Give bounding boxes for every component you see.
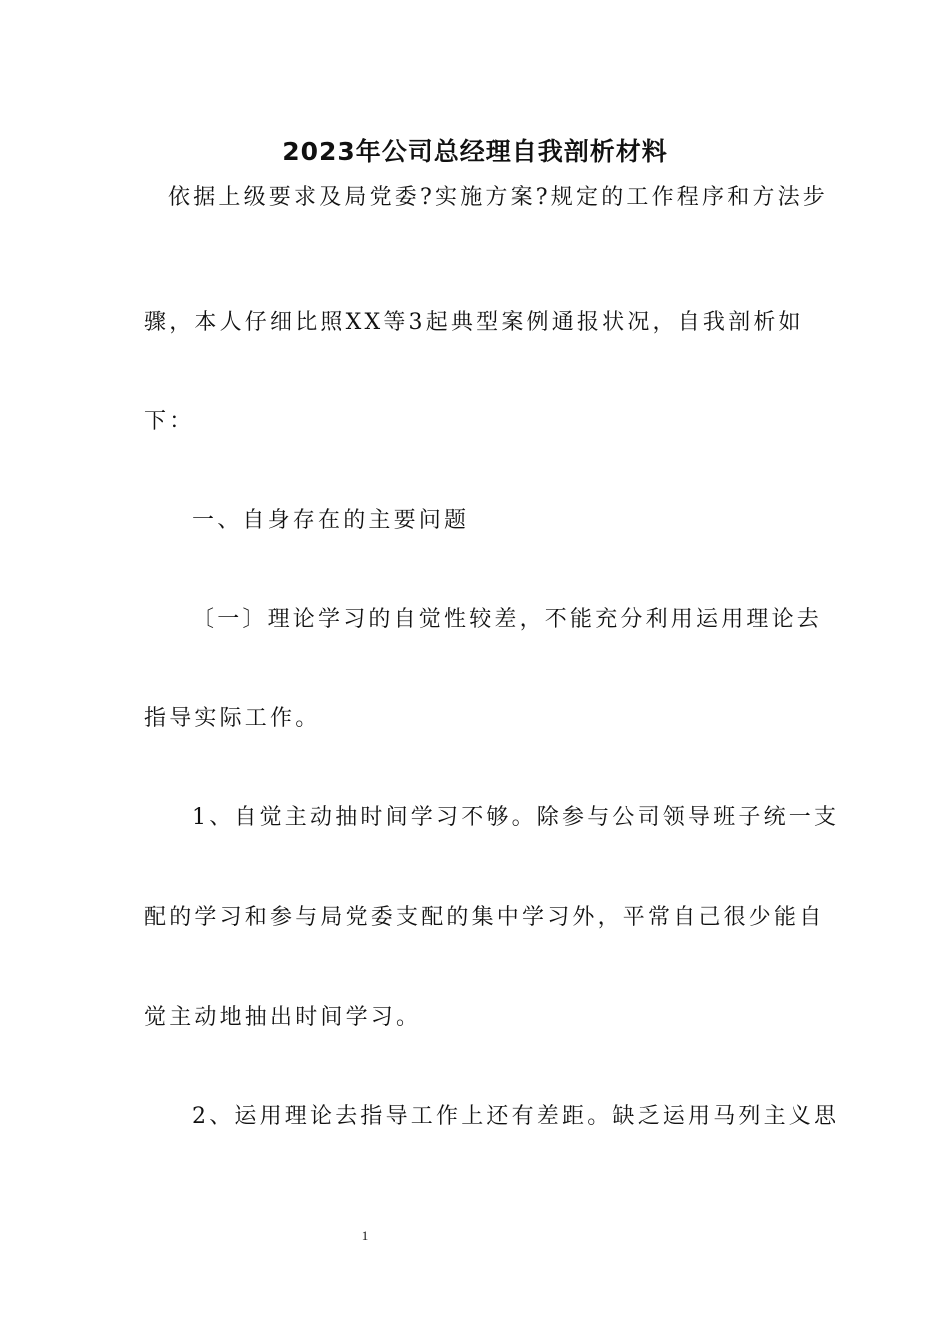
paragraph-line: 依据上级要求及局党委?实施方案?规定的工作程序和方法步 <box>168 185 828 210</box>
paragraph-line: 2、运用理论去指导工作上还有差距。缺乏运用马列主义思 <box>192 1104 840 1129</box>
paragraph-line: 下： <box>144 409 195 434</box>
subsection-heading: 〔一〕理论学习的自觉性较差，不能充分利用运用理论去 <box>192 607 823 632</box>
document-title: 2023年公司总经理自我剖析材料 <box>282 137 668 166</box>
paragraph-line: 指导实际工作。 <box>144 706 321 731</box>
paragraph-line: 配的学习和参与局党委支配的集中学习外，平常自己很少能自 <box>144 905 825 930</box>
page-number: 1 <box>361 1228 369 1243</box>
section-heading: 一、自身存在的主要问题 <box>192 508 470 533</box>
paragraph-line: 觉主动地抽出时间学习。 <box>144 1005 422 1030</box>
paragraph-line: 骤，本人仔细比照XX等3起典型案例通报状况，自我剖析如 <box>144 310 804 335</box>
paragraph-line: 1、自觉主动抽时间学习不够。除参与公司领导班子统一支 <box>192 805 840 830</box>
